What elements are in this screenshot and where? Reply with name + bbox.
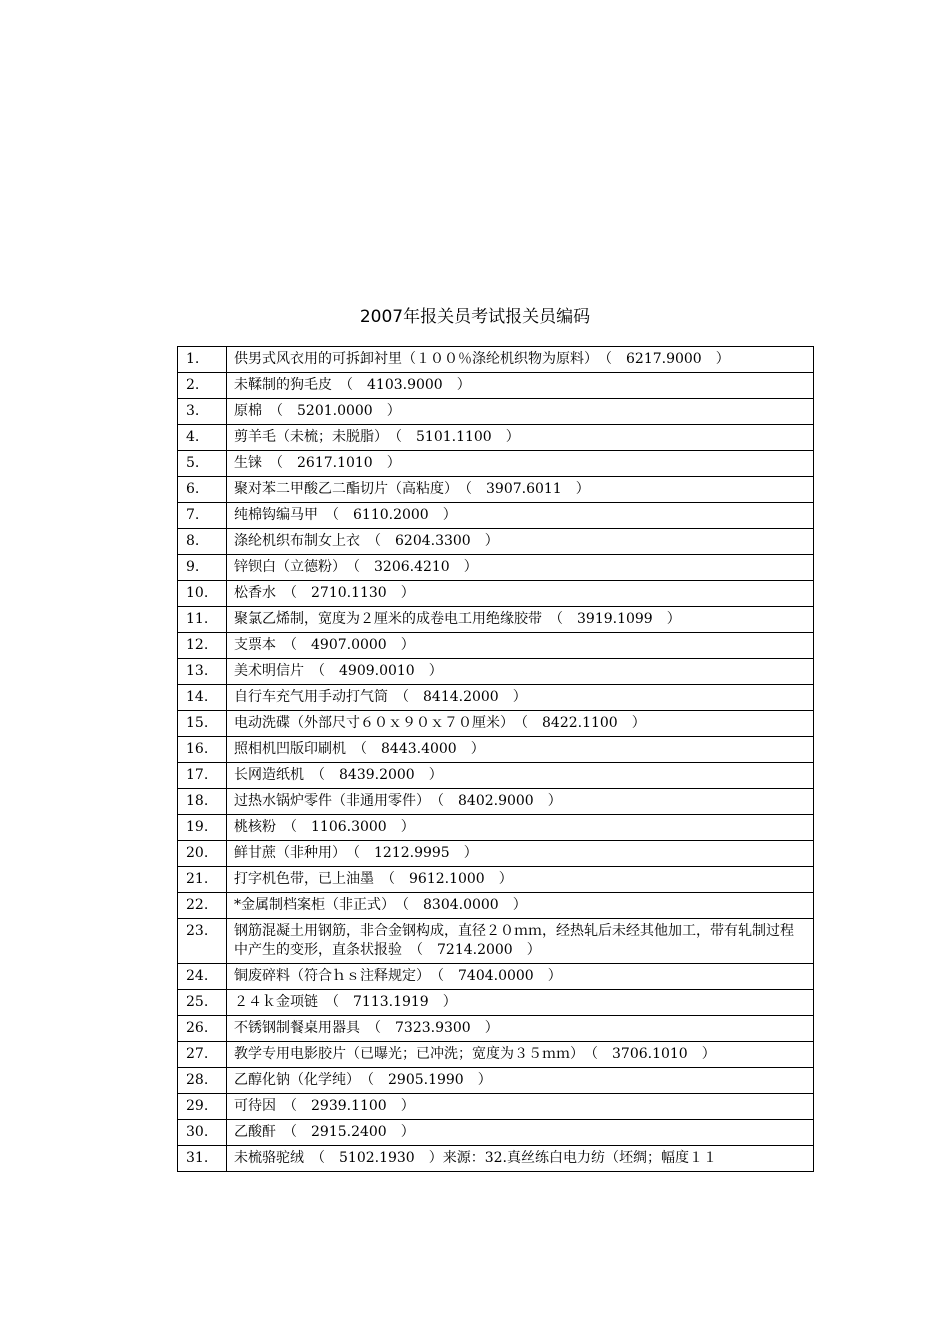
row-description: 桃核粉 （ 1106.3000 ） <box>227 815 814 841</box>
table-row <box>178 373 814 399</box>
row-number: 19. <box>178 815 227 841</box>
row-description: 电动洗碟（外部尺寸６０ｘ９０ｘ７０厘米） （ 8422.1100 ） <box>227 711 814 737</box>
row-description: 涤纶机织布制女上衣 （ 6204.3300 ） <box>227 529 814 555</box>
row-description: 乙醇化钠（化学纯） （ 2905.1990 ） <box>227 1068 814 1094</box>
row-description: 纯棉钩编马甲 （ 6110.2000 ） <box>227 503 814 529</box>
table-row <box>178 990 814 1016</box>
row-description: 未鞣制的狗毛皮 （ 4103.9000 ） <box>227 373 814 399</box>
row-description: 鲜甘蔗（非种用） （ 1212.9995 ） <box>227 841 814 867</box>
table-row <box>178 607 814 633</box>
table-row <box>178 633 814 659</box>
row-description: 打字机色带，已上油墨 （ 9612.1000 ） <box>227 867 814 893</box>
row-number: 11. <box>178 607 227 633</box>
row-number: 29. <box>178 1094 227 1120</box>
table-row <box>178 1016 814 1042</box>
table-row <box>178 659 814 685</box>
row-number: 10. <box>178 581 227 607</box>
row-number: 24. <box>178 964 227 990</box>
row-number: 1. <box>178 347 227 373</box>
document-title: 2007年报关员考试报关员编码 <box>359 307 591 327</box>
row-number: 7. <box>178 503 227 529</box>
row-description: 美术明信片 （ 4909.0010 ） <box>227 659 814 685</box>
row-number: 6. <box>178 477 227 503</box>
row-description: 长网造纸机 （ 8439.2000 ） <box>227 763 814 789</box>
table-row <box>178 737 814 763</box>
table-row <box>178 919 814 964</box>
hs-code-table-body <box>178 347 814 1172</box>
row-description: 锌钡白（立德粉） （ 3206.4210 ） <box>227 555 814 581</box>
table-row <box>178 1094 814 1120</box>
row-number: 18. <box>178 789 227 815</box>
table-row <box>178 893 814 919</box>
table-row <box>178 789 814 815</box>
row-description: 生铼 （ 2617.1010 ） <box>227 451 814 477</box>
table-row <box>178 477 814 503</box>
table-row <box>178 1042 814 1068</box>
row-number: 14. <box>178 685 227 711</box>
table-row <box>178 711 814 737</box>
row-description: ２４ｋ金项链 （ 7113.1919 ） <box>227 990 814 1016</box>
row-description: 铜废碎料（符合ｈｓ注释规定） （ 7404.0000 ） <box>227 964 814 990</box>
row-description: 不锈钢制餐桌用器具 （ 7323.9300 ） <box>227 1016 814 1042</box>
row-number: 13. <box>178 659 227 685</box>
table-row <box>178 451 814 477</box>
table-row <box>178 399 814 425</box>
table-row <box>178 425 814 451</box>
row-number: 9. <box>178 555 227 581</box>
table-row <box>178 555 814 581</box>
row-description: 剪羊毛（未梳；未脱脂） （ 5101.1100 ） <box>227 425 814 451</box>
table-row <box>178 685 814 711</box>
row-description: 支票本 （ 4907.0000 ） <box>227 633 814 659</box>
row-number: 4. <box>178 425 227 451</box>
row-number: 16. <box>178 737 227 763</box>
row-description: 过热水锅炉零件（非通用零件） （ 8402.9000 ） <box>227 789 814 815</box>
table-row <box>178 841 814 867</box>
row-description: 教学专用电影胶片（已曝光；已冲洗；宽度为３５ｍｍ） （ 3706.1010 ） <box>227 1042 814 1068</box>
table-row <box>178 347 814 373</box>
table-row <box>178 1146 814 1172</box>
row-number: 26. <box>178 1016 227 1042</box>
row-number: 12. <box>178 633 227 659</box>
row-description: 聚对苯二甲酸乙二酯切片（高粘度） （ 3907.6011 ） <box>227 477 814 503</box>
row-number: 8. <box>178 529 227 555</box>
row-number: 3. <box>178 399 227 425</box>
table-row <box>178 815 814 841</box>
hs-code-table <box>177 346 814 1172</box>
row-number: 15. <box>178 711 227 737</box>
row-number: 22. <box>178 893 227 919</box>
row-number: 30. <box>178 1120 227 1146</box>
table-row <box>178 964 814 990</box>
row-number: 25. <box>178 990 227 1016</box>
row-description: 原棉 （ 5201.0000 ） <box>227 399 814 425</box>
table-row <box>178 1068 814 1094</box>
row-description: 自行车充气用手动打气筒 （ 8414.2000 ） <box>227 685 814 711</box>
row-description: 松香水 （ 2710.1130 ） <box>227 581 814 607</box>
row-description: *金属制档案柜（非正式） （ 8304.0000 ） <box>227 893 814 919</box>
table-row <box>178 763 814 789</box>
table-row <box>178 503 814 529</box>
row-number: 31. <box>178 1146 227 1172</box>
row-description: 钢筋混凝土用钢筋，非合金钢构成，直径２０ｍｍ，经热轧后未经其他加工，带有轧制过程中产生的变形，直条状报验 （ 7214.2000 ） <box>227 919 814 964</box>
table-row <box>178 581 814 607</box>
row-description: 照相机凹版印刷机 （ 8443.4000 ） <box>227 737 814 763</box>
row-number: 17. <box>178 763 227 789</box>
table-row <box>178 1120 814 1146</box>
row-number: 20. <box>178 841 227 867</box>
row-description: 供男式风衣用的可拆卸衬里（１００％涤纶机织物为原料） （ 6217.9000 ） <box>227 347 814 373</box>
row-description: 可待因 （ 2939.1100 ） <box>227 1094 814 1120</box>
row-number: 2. <box>178 373 227 399</box>
row-description: 聚氯乙烯制，宽度为２厘米的成卷电工用绝缘胶带 （ 3919.1099 ） <box>227 607 814 633</box>
row-number: 23. <box>178 919 227 964</box>
row-description: 未梳骆驼绒 （ 5102.1930 ）来源：32.真丝练白电力纺（坯绸；幅度１１ <box>227 1146 814 1172</box>
row-number: 5. <box>178 451 227 477</box>
row-number: 28. <box>178 1068 227 1094</box>
row-number: 21. <box>178 867 227 893</box>
row-number: 27. <box>178 1042 227 1068</box>
row-description: 乙酸酐 （ 2915.2400 ） <box>227 1120 814 1146</box>
table-row <box>178 529 814 555</box>
table-row <box>178 867 814 893</box>
